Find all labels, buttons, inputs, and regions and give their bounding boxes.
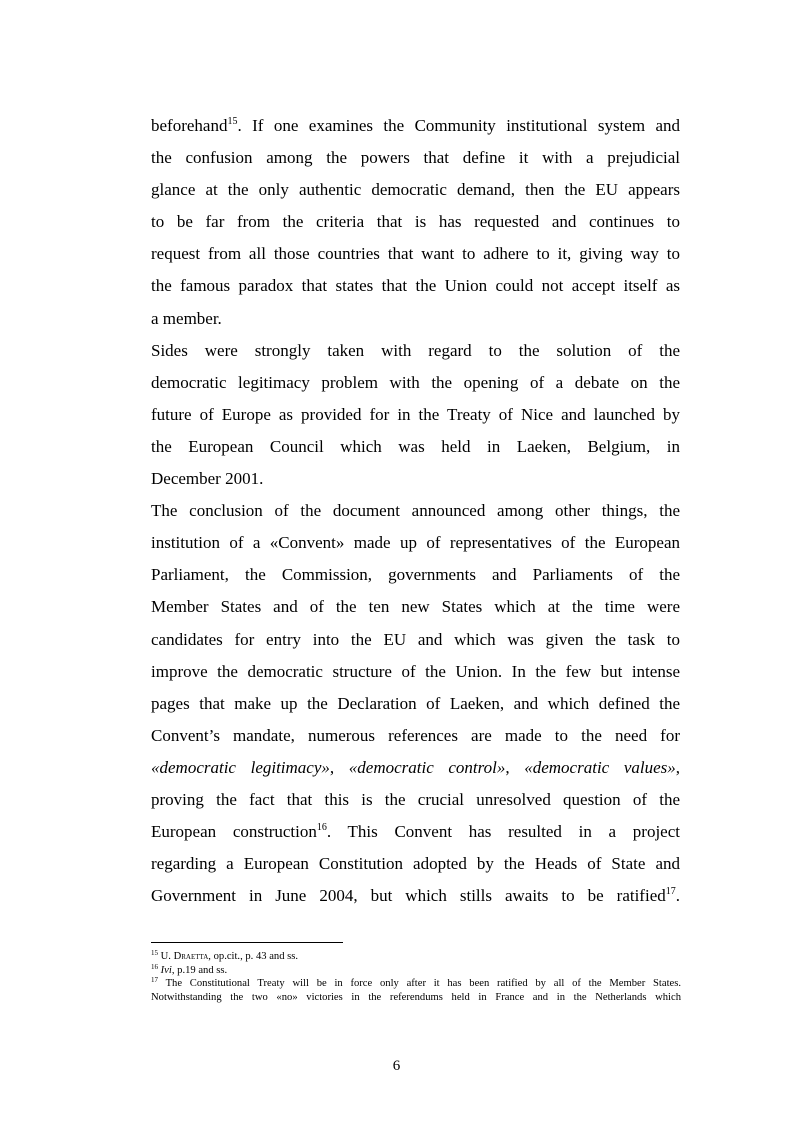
paragraph [151, 335, 680, 495]
text-run: . If one examines the Community institutional system and [237, 116, 680, 135]
text-run: pages that make up the Declaration of Laeken, and which defined the [151, 693, 680, 713]
text-run: glance at the only authentic democratic demand, then the EU appears [151, 180, 680, 200]
text-line [151, 784, 680, 816]
italic-text: «democratic values» [524, 757, 676, 777]
text-line [151, 752, 680, 784]
footnotes [151, 950, 681, 1004]
small-caps-text: raetta [181, 951, 209, 962]
text-line [151, 110, 680, 142]
text-line [151, 142, 680, 174]
text-run: a member. [151, 308, 222, 328]
text-line [151, 559, 680, 591]
italic-text: «democratic legitimacy» [151, 757, 330, 777]
text-run: candidates for entry into the EU and which was given the task to [151, 629, 680, 649]
text-line [151, 367, 680, 399]
italic-text: «democratic control» [348, 757, 506, 777]
text-run: the European Council which was held in Laeken, Belgium, in [151, 436, 680, 456]
text-line [151, 238, 680, 270]
text-line [151, 431, 680, 463]
text-run: The conclusion of the document announced among other things, the [151, 501, 680, 521]
footnote-separator [151, 942, 343, 943]
text-run: proving the fact that this is the crucial unresolved question of the [151, 789, 680, 809]
footnote-number: 17 [151, 976, 158, 984]
text-line [151, 495, 680, 527]
text-line [151, 463, 680, 495]
text-run: December 2001. [151, 469, 264, 489]
text-run: , op.cit., p. 43 and ss. [208, 951, 299, 962]
body-text [151, 110, 680, 912]
text-line [151, 527, 680, 559]
text-line [151, 174, 680, 206]
text-run: . This Convent has resulted in a project [326, 822, 680, 842]
text-run: Parliament, the Commission, governments and Parliaments of the [151, 565, 680, 585]
text-run: Convent’s mandate, numerous references are made to the need for [151, 725, 680, 745]
text-run: the confusion among the powers that define it with a prejudicial [151, 148, 680, 168]
text-run: regarding a European Constitution adopted by the Heads of State and [151, 854, 680, 874]
text-line [151, 656, 680, 688]
footnote-reference: 17 [665, 886, 676, 898]
text-run: . [675, 886, 680, 906]
text-run: Notwithstanding the two «no» victories in the referendums held in France and in the Netherlands which [151, 991, 681, 1003]
italic-text: Ivi [160, 964, 172, 976]
text-line [151, 816, 680, 848]
footnote-number: 16 [151, 962, 158, 971]
text-line [151, 880, 680, 912]
text-line [151, 720, 680, 752]
text-run: , p.19 and ss. [171, 964, 228, 976]
footnote-reference: 16 [316, 822, 327, 834]
text-line [151, 270, 680, 302]
text-run: future of Europe as provided for in the Treaty of Nice and launched by [151, 404, 680, 424]
text-run: beforehand [151, 116, 228, 135]
text-line [151, 335, 680, 367]
paragraph [151, 495, 680, 912]
text-run: , [675, 757, 681, 777]
text-run: democratic legitimacy problem with the opening of a debate on the [151, 372, 680, 392]
footnote [151, 991, 681, 1005]
footnote [151, 964, 681, 978]
text-run: The Constitutional Treaty will be in force only after it has been ratified by all of the Member States. [158, 978, 681, 989]
text-run: Government in June 2004, but which stills awaits to be ratified [151, 886, 666, 906]
text-line [151, 688, 680, 720]
text-line [151, 624, 680, 656]
text-run: U. D [158, 951, 182, 962]
text-run: Member States and of the ten new States which at the time were [151, 597, 680, 617]
text-run: the famous paradox that states that the Union could not accept itself as [151, 276, 680, 296]
text-line [151, 848, 680, 880]
text-run: Sides were strongly taken with regard to the solution of the [151, 340, 680, 360]
text-line [151, 206, 680, 238]
footnote [151, 977, 681, 991]
text-run: European construction [151, 822, 317, 842]
footnote-reference: 15 [227, 116, 238, 127]
page-number: 6 [392, 1058, 401, 1074]
text-run: to be far from the criteria that is has requested and continues to [151, 212, 680, 232]
text-line [151, 591, 680, 623]
paragraph [151, 110, 680, 335]
text-line [151, 303, 680, 335]
footnote-number: 15 [151, 949, 158, 957]
footnote [151, 950, 681, 964]
text-run: request from all those countries that want to adhere to it, giving way to [151, 244, 680, 264]
text-run: , [329, 757, 349, 777]
text-run: institution of a «Convent» made up of representatives of the European [151, 533, 680, 553]
text-run: , [505, 757, 525, 777]
text-line [151, 399, 680, 431]
text-run: improve the democratic structure of the Union. In the few but intense [151, 661, 680, 681]
